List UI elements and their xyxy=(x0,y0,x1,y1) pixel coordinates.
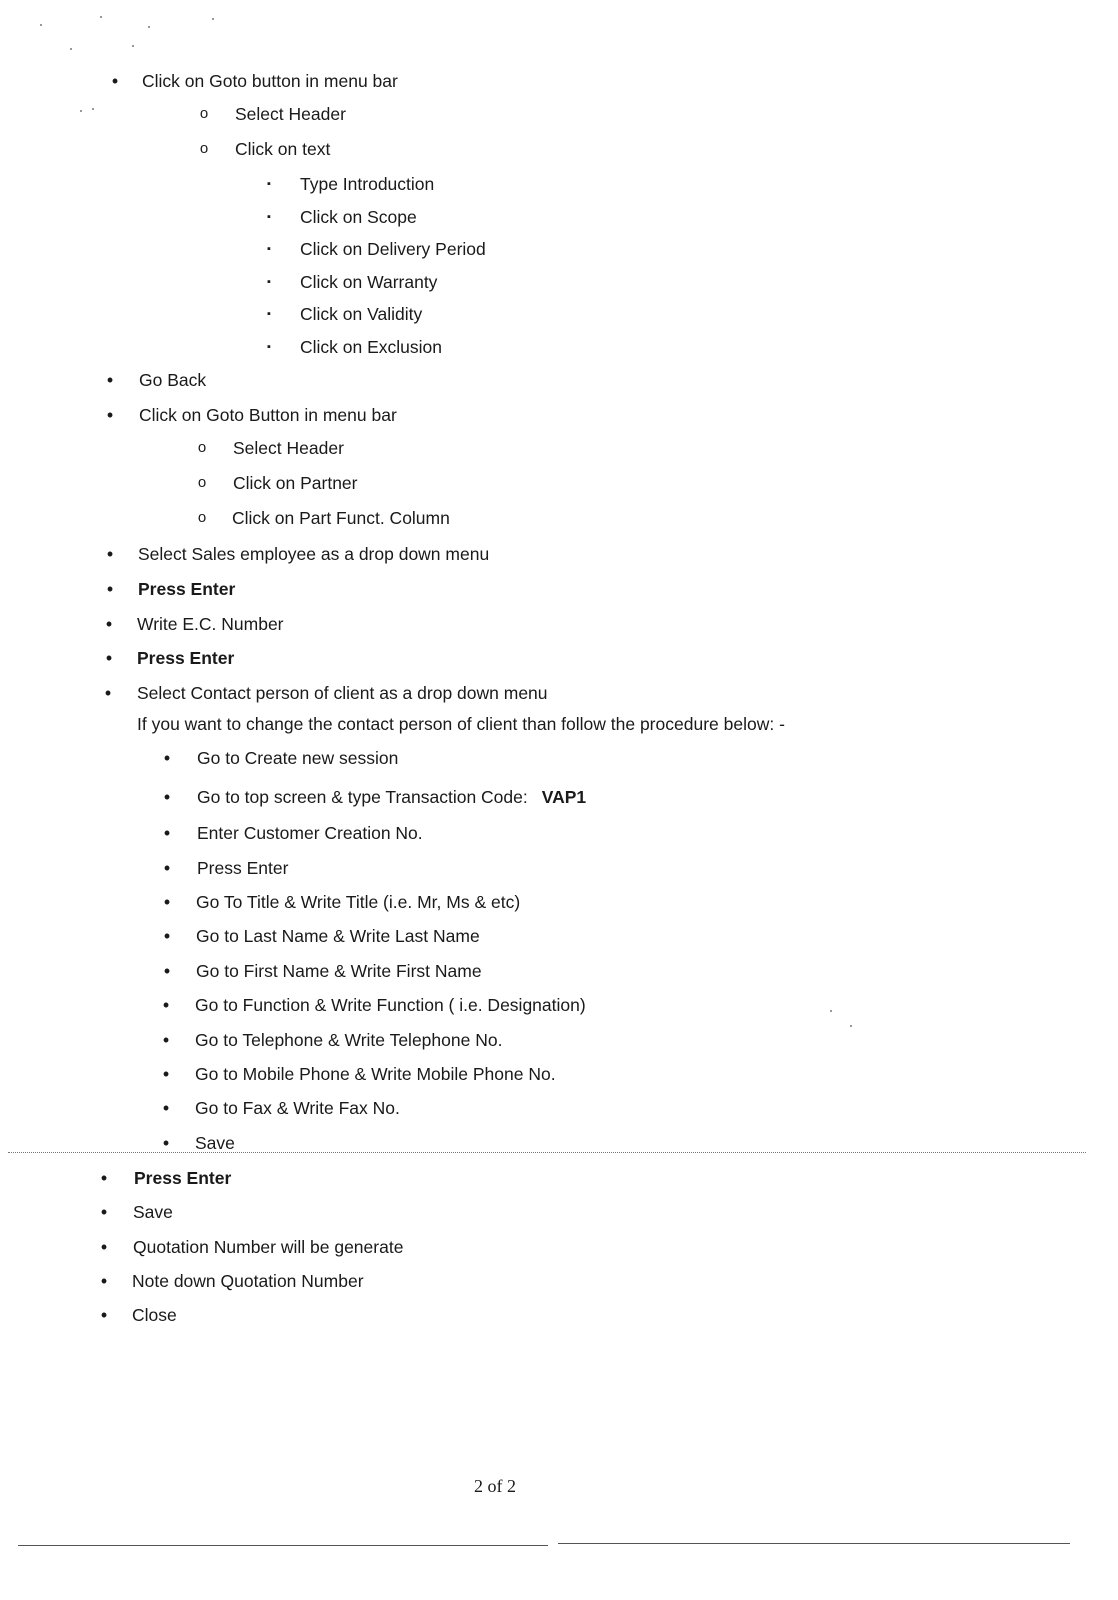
step-text xyxy=(137,613,284,635)
transaction-code: VAP1 xyxy=(541,787,587,807)
step-label: Save xyxy=(133,1202,173,1222)
dot-bullet-icon: • xyxy=(162,995,170,1015)
step-label: Select Sales employee as a drop down menu xyxy=(138,544,490,564)
step-label: Click on text xyxy=(235,139,331,159)
step-label: Go to Create new session xyxy=(197,748,399,768)
step-text xyxy=(197,822,423,844)
step-text xyxy=(300,303,422,325)
dot-bullet-icon: • xyxy=(106,405,114,425)
scan-speck xyxy=(100,16,102,18)
step-text xyxy=(195,1132,235,1154)
footer-rule-right xyxy=(558,1543,1070,1544)
step-label: Go To Title & Write Title (i.e. Mr, Ms & etc) xyxy=(196,892,521,912)
step-text xyxy=(197,747,398,769)
dot-bullet-icon: • xyxy=(100,1202,108,1222)
dot-bullet-icon: • xyxy=(100,1305,108,1325)
step-label: Click on Exclusion xyxy=(300,337,442,357)
circle-bullet-icon: o xyxy=(197,509,207,526)
step-text xyxy=(300,206,417,228)
step-label: Type Introduction xyxy=(300,174,435,194)
step-label: Select Header xyxy=(233,438,344,458)
scan-speck xyxy=(70,48,72,50)
step-label: Quotation Number will be generate xyxy=(133,1237,404,1257)
step-text xyxy=(133,1236,403,1258)
dot-bullet-icon: • xyxy=(162,1133,170,1153)
step-text xyxy=(300,173,434,195)
step-text xyxy=(195,1029,502,1051)
step-label: Save xyxy=(195,1133,235,1153)
scan-speck xyxy=(132,45,134,47)
step-label: Click on Partner xyxy=(233,473,358,493)
step-label: Go to Fax & Write Fax No. xyxy=(195,1098,400,1118)
step-text xyxy=(134,1167,231,1189)
square-bullet-icon: ▪ xyxy=(267,341,271,353)
step-text xyxy=(195,1097,400,1119)
step-label: Write E.C. Number xyxy=(137,614,284,634)
step-label: Click on Goto Button in menu bar xyxy=(139,405,397,425)
circle-bullet-icon: o xyxy=(199,140,209,157)
step-label: Click on Part Funct. Column xyxy=(232,508,450,528)
dot-bullet-icon: • xyxy=(162,1030,170,1050)
step-label: Press Enter xyxy=(134,1168,232,1188)
step-label: Go to Mobile Phone & Write Mobile Phone No. xyxy=(195,1064,556,1084)
step-text xyxy=(300,336,442,358)
dot-bullet-icon: • xyxy=(162,1064,170,1084)
step-text xyxy=(195,994,586,1016)
scan-speck xyxy=(40,24,42,26)
step-text xyxy=(138,578,235,600)
step-label: Enter Customer Creation No. xyxy=(197,823,423,843)
dot-bullet-icon: • xyxy=(100,1237,108,1257)
step-label: Go to Function & Write Function ( i.e. Designation) xyxy=(195,995,586,1015)
step-text xyxy=(233,472,358,494)
step-label: Go to Last Name & Write Last Name xyxy=(196,926,480,946)
dot-bullet-icon: • xyxy=(105,648,113,668)
footer-rule-left xyxy=(18,1545,548,1546)
step-text xyxy=(232,507,450,529)
step-text xyxy=(132,1270,364,1292)
step-label: Click on Validity xyxy=(300,304,423,324)
step-text xyxy=(235,103,346,125)
square-bullet-icon: ▪ xyxy=(267,243,271,255)
step-label: Press Enter xyxy=(137,648,235,668)
step-text xyxy=(142,70,398,92)
step-text xyxy=(137,713,785,735)
step-text xyxy=(235,138,330,160)
scan-speck xyxy=(850,1025,852,1027)
page-number: 2 of 2 xyxy=(474,1476,516,1496)
step-text xyxy=(196,960,482,982)
dot-bullet-icon: • xyxy=(104,683,112,703)
dot-bullet-icon: • xyxy=(111,71,119,91)
step-text xyxy=(300,271,437,293)
step-text xyxy=(138,543,489,565)
circle-bullet-icon: o xyxy=(197,439,207,456)
step-label: Select Contact person of client as a drop down menu xyxy=(137,683,548,703)
dot-bullet-icon: • xyxy=(106,579,114,599)
dot-bullet-icon: • xyxy=(106,544,114,564)
separator-line xyxy=(8,1152,1086,1153)
step-text xyxy=(137,682,548,704)
square-bullet-icon: ▪ xyxy=(267,178,271,190)
step-text xyxy=(233,437,344,459)
dot-bullet-icon: • xyxy=(162,1098,170,1118)
step-label: Click on Scope xyxy=(300,207,417,227)
step-label: Press Enter xyxy=(197,858,289,878)
step-text xyxy=(139,369,206,391)
step-label: Go to top screen & type Transaction Code: xyxy=(197,787,528,807)
step-label: Click on Warranty xyxy=(300,272,438,292)
step-label: Go Back xyxy=(139,370,207,390)
dot-bullet-icon: • xyxy=(163,787,171,807)
dot-bullet-icon: • xyxy=(105,614,113,634)
step-text xyxy=(133,1201,173,1223)
scan-speck xyxy=(212,18,214,20)
step-text xyxy=(300,238,486,260)
step-text xyxy=(137,647,234,669)
step-label: Go to Telephone & Write Telephone No. xyxy=(195,1030,503,1050)
step-label: Click on Goto button in menu bar xyxy=(142,71,398,91)
dot-bullet-icon: • xyxy=(163,892,171,912)
step-label: Close xyxy=(132,1305,177,1325)
dot-bullet-icon: • xyxy=(163,858,171,878)
dot-bullet-icon: • xyxy=(106,370,114,390)
step-text xyxy=(196,891,520,913)
step-text xyxy=(195,1063,556,1085)
circle-bullet-icon: o xyxy=(197,474,207,491)
circle-bullet-icon: o xyxy=(199,105,209,122)
step-label: Click on Delivery Period xyxy=(300,239,486,259)
dot-bullet-icon: • xyxy=(163,961,171,981)
square-bullet-icon: ▪ xyxy=(267,276,271,288)
dot-bullet-icon: • xyxy=(163,748,171,768)
step-label: Note down Quotation Number xyxy=(132,1271,364,1291)
step-label: Press Enter xyxy=(138,579,236,599)
square-bullet-icon: ▪ xyxy=(267,308,271,320)
dot-bullet-icon: • xyxy=(100,1168,108,1188)
dot-bullet-icon: • xyxy=(100,1271,108,1291)
step-text xyxy=(139,404,397,426)
dot-bullet-icon: • xyxy=(163,926,171,946)
scan-speck xyxy=(80,110,82,112)
scan-speck xyxy=(148,26,150,28)
step-text xyxy=(197,857,288,879)
step-label: If you want to change the contact person of client than follow the procedure below: - xyxy=(137,714,785,734)
square-bullet-icon: ▪ xyxy=(267,211,271,223)
step-text xyxy=(132,1304,177,1326)
step-text xyxy=(197,786,586,808)
step-label: Go to First Name & Write First Name xyxy=(196,961,482,981)
scan-speck xyxy=(92,108,94,110)
step-text xyxy=(196,925,480,947)
scan-speck xyxy=(830,1010,832,1012)
dot-bullet-icon: • xyxy=(163,823,171,843)
step-label: Select Header xyxy=(235,104,346,124)
